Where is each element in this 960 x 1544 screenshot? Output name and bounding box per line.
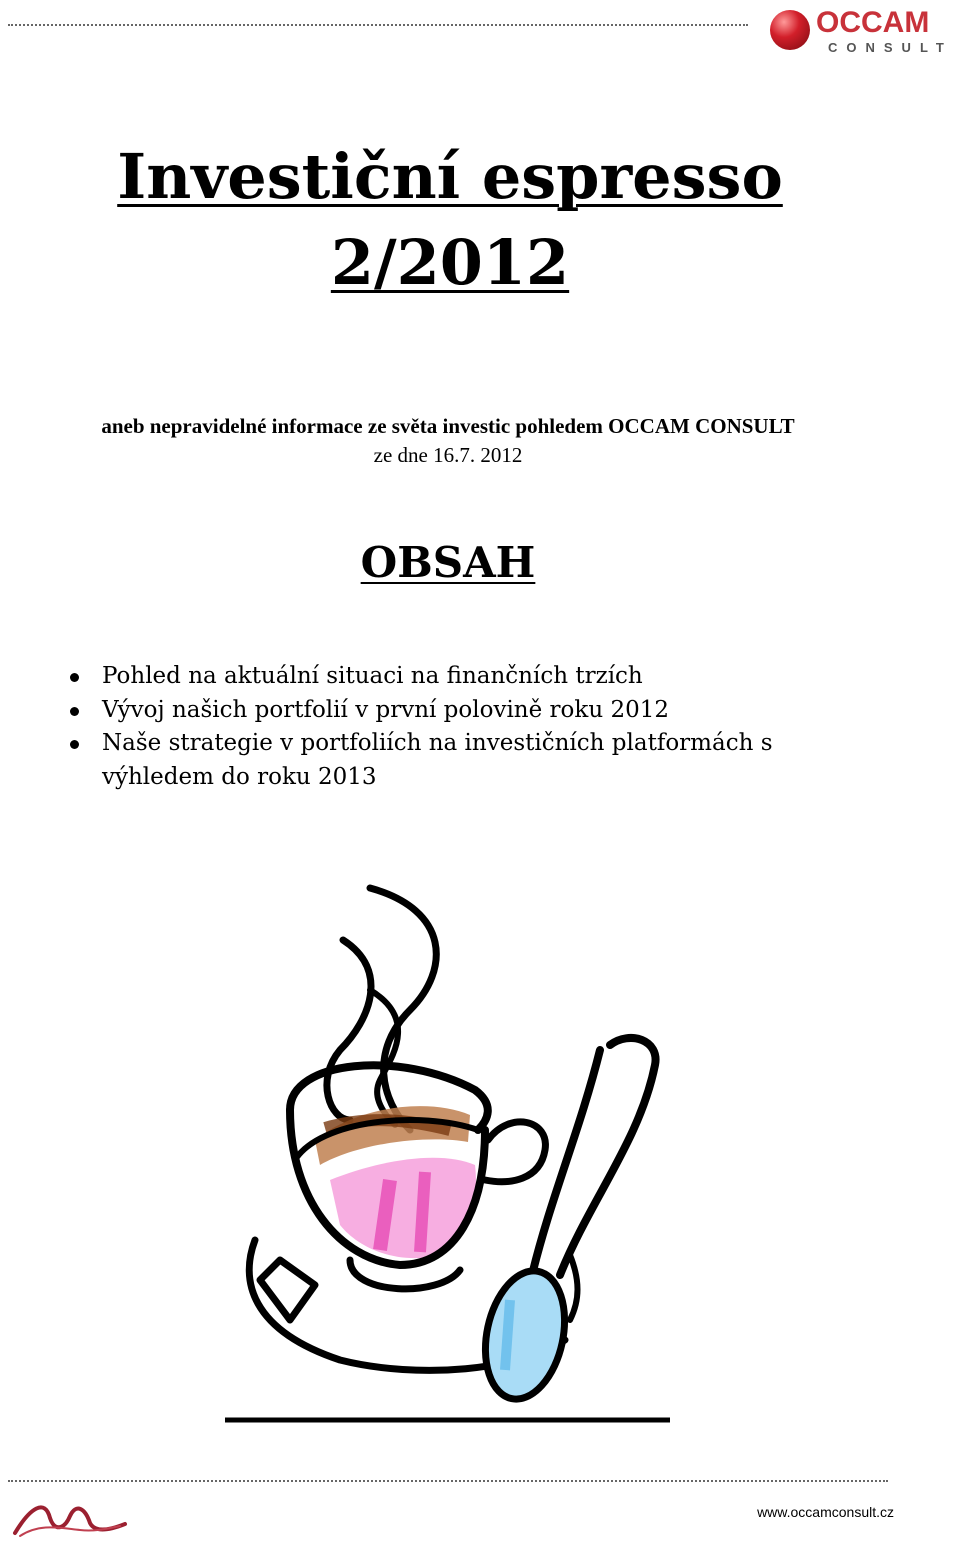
logo-wordmark: OCCAM bbox=[816, 6, 930, 39]
document-date: ze dne 16.7. 2012 bbox=[373, 443, 523, 467]
footer-website-link[interactable]: www.occamconsult.cz bbox=[757, 1504, 894, 1520]
table-of-contents bbox=[102, 660, 882, 794]
occam-consult-logo bbox=[766, 6, 952, 54]
document-title: Investiční espresso bbox=[117, 140, 783, 213]
footer-dotted-rule bbox=[8, 1480, 888, 1482]
toc-heading: OBSAH bbox=[360, 538, 536, 587]
toc-item: Vývoj našich portfolií v první polovině roku 2012 bbox=[102, 694, 882, 728]
bullet-icon bbox=[70, 707, 79, 716]
bullet-icon bbox=[70, 673, 79, 682]
document-subtitle: aneb nepravidelné informace ze světa investic pohledem OCCAM CONSULT bbox=[101, 414, 795, 438]
coffee-cup-illustration bbox=[220, 880, 690, 1430]
document-issue-number: 2/2012 bbox=[330, 226, 570, 299]
toc-item: Naše strategie v portfoliích na investičních platformách s výhledem do roku 2013 bbox=[102, 727, 882, 794]
bullet-icon bbox=[70, 740, 79, 749]
footer-swirl-logo-icon bbox=[10, 1488, 130, 1538]
header-dotted-rule bbox=[8, 24, 748, 26]
logo-sphere-icon bbox=[770, 10, 810, 50]
toc-item: Pohled na aktuální situaci na finančních trzích bbox=[102, 660, 882, 694]
logo-subtext: CONSULT bbox=[828, 40, 953, 55]
